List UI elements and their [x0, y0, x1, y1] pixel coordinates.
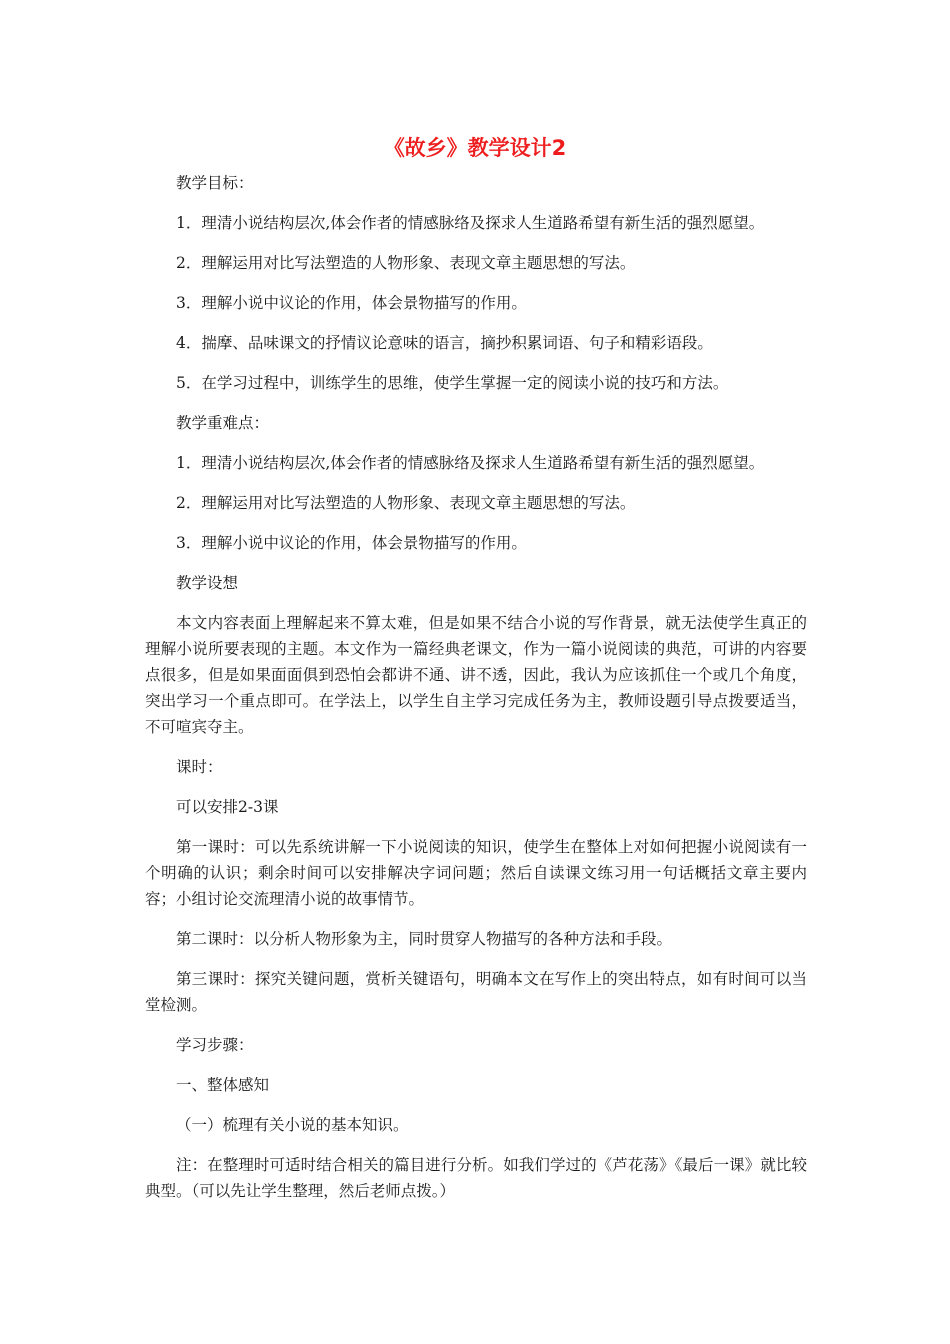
key-point-item-3: 3．理解小说中议论的作用，体会景物描写的作用。: [176, 534, 527, 552]
section-heading-key-points: 教学重难点：: [176, 414, 270, 432]
key-point-item-2: 2．理解运用对比写法塑造的人物形象、表现文章主题思想的写法。: [176, 494, 636, 512]
section-heading-steps: 学习步骤：: [176, 1036, 254, 1054]
document-title: 《故乡》教学设计2: [383, 136, 567, 160]
sub-step-heading: （一）梳理有关小说的基本知识。: [176, 1116, 409, 1134]
objective-item-1: 1．理清小说结构层次,体会作者的情感脉络及探求人生道路希望有新生活的强烈愿望。: [176, 214, 765, 232]
objective-item-4: 4．揣摩、品味课文的抒情议论意味的语言，摘抄积累词语、句子和精彩语段。: [176, 334, 713, 352]
section-heading-class-hours: 课时：: [176, 758, 223, 776]
objective-item-2: 2．理解运用对比写法塑造的人物形象、表现文章主题思想的写法。: [176, 254, 636, 272]
teaching-idea-paragraph: 本文内容表面上理解起来不算太难，但是如果不结合小说的写作背景，就无法使学生真正的理解小说所要表现的主题。本文作为一篇经典老课文，作为一篇小说阅读的典范，可讲的内容要点很多，但是如果面面俱到恐怕会都讲不通、讲不透，因此，我认为应该抓住一个或几个角度，突出学习一个重点即可。在学法上，以学生自主学习完成任务为主，教师设题引导点拨要适当，不可喧宾夺主。: [145, 614, 807, 736]
document-body: [145, 170, 807, 1218]
objective-item-3: 3．理解小说中议论的作用，体会景物描写的作用。: [176, 294, 527, 312]
lesson-three-paragraph: 第三课时：探究关键问题，赏析关键语句，明确本文在写作上的突出特点，如有时间可以当堂检测。: [145, 970, 807, 1014]
section-heading-objectives: 教学目标：: [176, 174, 254, 192]
note-paragraph: 注：在整理时可适时结合相关的篇目进行分析。如我们学过的《芦花荡》《最后一课》就比较典型。（可以先让学生整理，然后老师点拨。）: [145, 1156, 807, 1200]
step-heading-overall: 一、整体感知: [176, 1076, 270, 1094]
lesson-one-paragraph: 第一课时：可以先系统讲解一下小说阅读的知识，使学生在整体上对如何把握小说阅读有一个明确的认识；剩余时间可以安排解决字词问题；然后自读课文练习用一句话概括文章主要内容；小组讨论交流理清小说的故事情节。: [145, 838, 807, 908]
lesson-two-paragraph: 第二课时：以分析人物形象为主，同时贯穿人物描写的各种方法和手段。: [176, 930, 673, 948]
key-point-item-1: 1．理清小说结构层次,体会作者的情感脉络及探求人生道路希望有新生活的强烈愿望。: [176, 454, 765, 472]
section-heading-teaching-idea: 教学设想: [176, 574, 239, 592]
class-hours-text: 可以安排2-3课: [176, 798, 279, 816]
objective-item-5: 5．在学习过程中，训练学生的思维，使学生掌握一定的阅读小说的技巧和方法。: [176, 374, 729, 392]
